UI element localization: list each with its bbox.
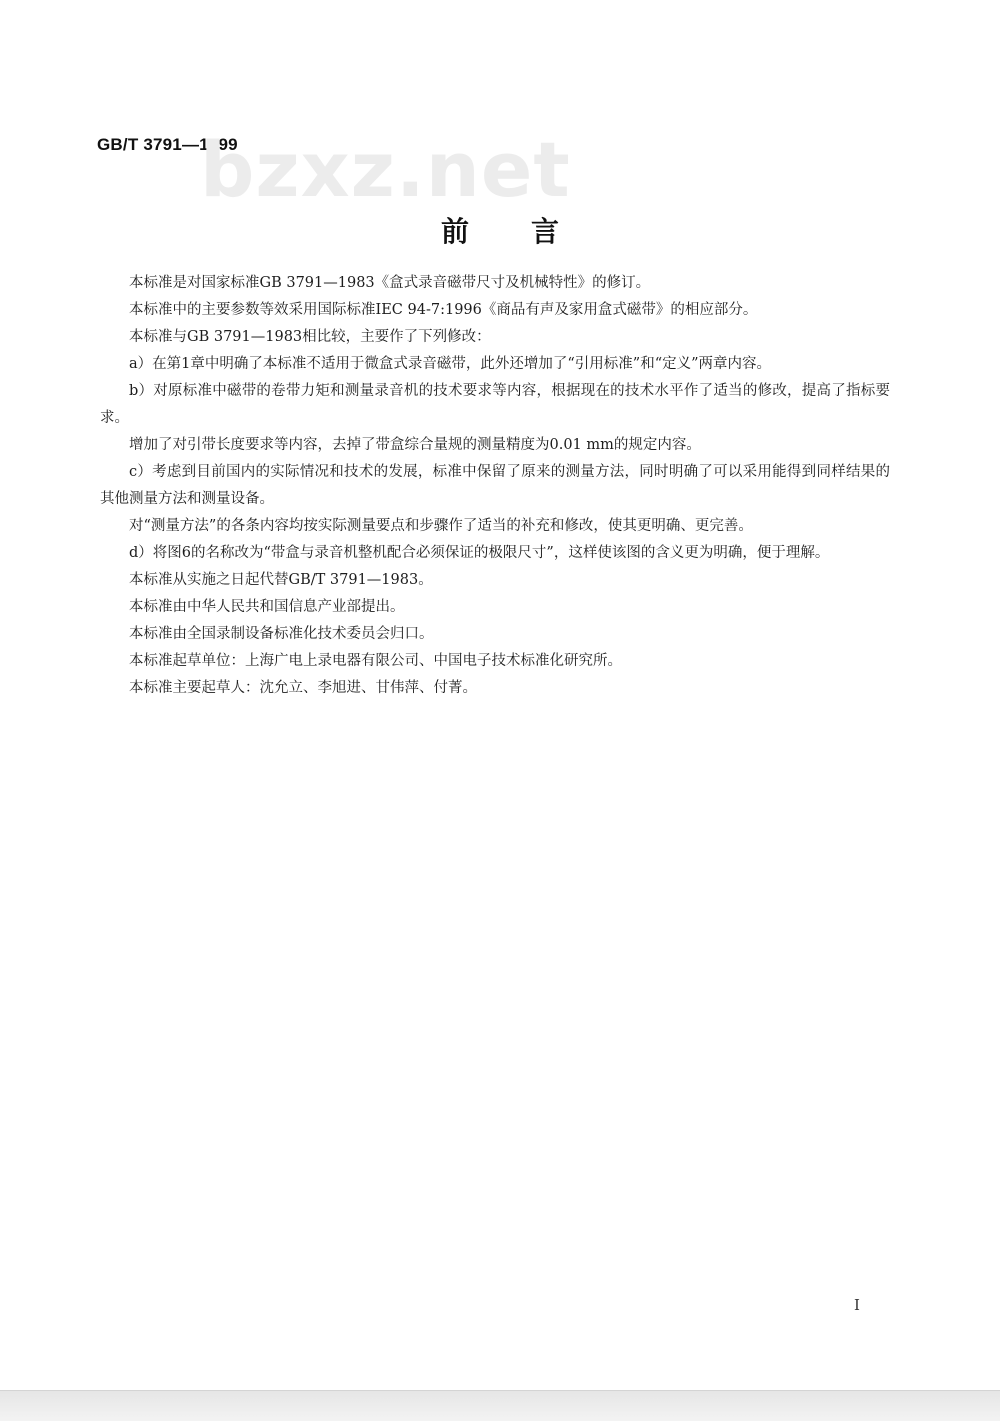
paragraph: d）将图6的名称改为“带盒与录音机整机配合必须保证的极限尺寸”，这样使该图的含义更为明确，便于理解。 [129, 545, 830, 561]
paragraph: 本标准由全国录制设备标准化技术委员会归口。 [129, 626, 434, 642]
paragraph: 本标准主要起草人：沈允立、李旭进、甘伟萍、付菁。 [129, 680, 477, 696]
paragraph: 本标准与GB 3791—1983相比较，主要作了下列修改： [129, 329, 491, 345]
page-number: I [854, 1296, 860, 1314]
foreword-body [100, 270, 890, 702]
paragraph: 本标准从实施之日起代替GB/T 3791—1983。 [129, 572, 433, 588]
paragraph: 本标准起草单位：上海广电上录电器有限公司、中国电子技术标准化研究所。 [129, 653, 622, 669]
paragraph: b）对原标准中磁带的卷带力矩和测量录音机的技术要求等内容，根据现在的技术水平作了适当的修改，提高了指标要求。 [100, 383, 890, 426]
paragraph: 本标准中的主要参数等效采用国际标准IEC 94-7:1996《商品有声及家用盒式磁带》的相应部分。 [129, 302, 758, 318]
paragraph: 本标准是对国家标准GB 3791—1983《盒式录音磁带尺寸及机械特性》的修订。 [129, 275, 651, 291]
standard-code: GB/T 3791—1999 [97, 135, 238, 154]
paragraph: a）在第1章中明确了本标准不适用于微盒式录音磁带，此外还增加了“引用标准”和“定义”两章内容。 [129, 356, 772, 372]
paragraph: 本标准由中华人民共和国信息产业部提出。 [129, 599, 405, 615]
page-title: 前言 [440, 215, 621, 248]
paragraph: 增加了对引带长度要求等内容，去掉了带盒综合量规的测量精度为0.01 mm的规定内容。 [129, 437, 701, 453]
paragraph: c）考虑到目前国内的实际情况和技术的发展，标准中保留了原来的测量方法，同时明确了可以采用能得到同样结果的其他测量方法和测量设备。 [100, 464, 890, 507]
paragraph: 对“测量方法”的各条内容均按实际测量要点和步骤作了适当的补充和修改，使其更明确、更完善。 [129, 518, 753, 534]
watermark-text: bzxz.net [200, 125, 571, 214]
viewer-bottom-bar [0, 1390, 1000, 1421]
